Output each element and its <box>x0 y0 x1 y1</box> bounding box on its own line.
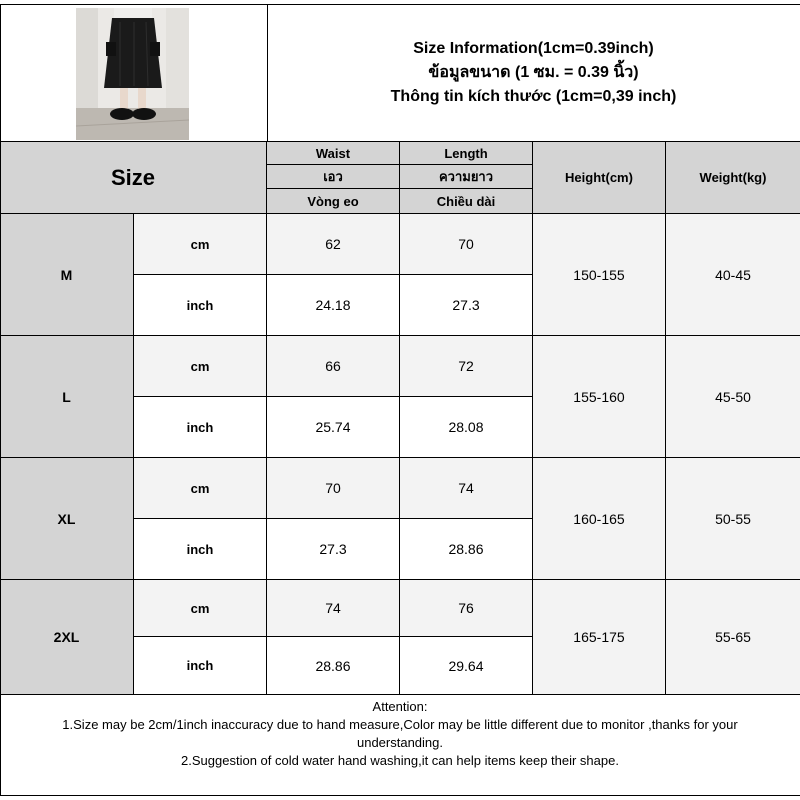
length-value: 76 <box>400 580 533 637</box>
attention-title: Attention: <box>372 699 428 714</box>
attention-notes <box>0 695 800 796</box>
height-header: Height(cm) <box>533 141 666 214</box>
length-value: 28.08 <box>400 397 533 458</box>
header-line-vi: Thông tin kích thước (1cm=0,39 inch) <box>390 87 677 105</box>
weight-value: 45-50 <box>666 336 800 458</box>
waist-value: 62 <box>267 214 400 275</box>
weight-value: 50-55 <box>666 458 800 580</box>
length-value: 29.64 <box>400 637 533 695</box>
size-cell-l: L <box>0 336 134 458</box>
header-line-en: Size Information(1cm=0.39inch) <box>413 39 654 57</box>
waist-value: 25.74 <box>267 397 400 458</box>
length-value: 70 <box>400 214 533 275</box>
length-value: 72 <box>400 336 533 397</box>
height-value: 165-175 <box>533 580 666 695</box>
height-value: 160-165 <box>533 458 666 580</box>
attention-line-2: 2.Suggestion of cold water hand washing,it can help items keep their shape. <box>181 753 619 768</box>
waist-header-en: Waist <box>267 141 400 165</box>
length-value: 27.3 <box>400 275 533 336</box>
length-value: 28.86 <box>400 519 533 580</box>
waist-value: 28.86 <box>267 637 400 695</box>
product-photo <box>76 8 189 140</box>
length-header-vi: Chiều dài <box>400 189 533 214</box>
height-value: 155-160 <box>533 336 666 458</box>
weight-value: 55-65 <box>666 580 800 695</box>
size-cell-m: M <box>0 214 134 336</box>
attention-line-1b: understanding. <box>356 735 443 750</box>
waist-header-vi: Vòng eo <box>267 189 400 214</box>
weight-header: Weight(kg) <box>666 141 800 214</box>
size-info-header <box>267 4 800 141</box>
length-header-en: Length <box>400 141 533 165</box>
unit-cell: cm <box>134 214 267 275</box>
unit-cell: inch <box>134 275 267 336</box>
header-divider <box>267 4 268 141</box>
attention-line-1a: 1.Size may be 2cm/1inch inaccuracy due to hand measure,Color may be little different due to monitor ,thanks for your <box>62 717 738 732</box>
waist-value: 66 <box>267 336 400 397</box>
skirt-model-image <box>76 8 189 140</box>
length-header-th: ความยาว <box>400 165 533 189</box>
waist-value: 24.18 <box>267 275 400 336</box>
size-cell-2xl: 2XL <box>0 580 134 695</box>
waist-value: 74 <box>267 580 400 637</box>
bottom-border <box>0 795 800 796</box>
unit-cell: cm <box>134 336 267 397</box>
height-value: 150-155 <box>533 214 666 336</box>
unit-cell: inch <box>134 519 267 580</box>
length-value: 74 <box>400 458 533 519</box>
weight-value: 40-45 <box>666 214 800 336</box>
unit-cell: cm <box>134 458 267 519</box>
unit-cell: cm <box>134 580 267 637</box>
waist-header-th: เอว <box>267 165 400 189</box>
unit-cell: inch <box>134 637 267 695</box>
waist-value: 27.3 <box>267 519 400 580</box>
size-cell-xl: XL <box>0 458 134 580</box>
header-line-th: ข้อมูลขนาด (1 ซม. = 0.39 นิ้ว) <box>428 63 639 81</box>
size-header: Size <box>0 141 267 214</box>
unit-cell: inch <box>134 397 267 458</box>
waist-value: 70 <box>267 458 400 519</box>
